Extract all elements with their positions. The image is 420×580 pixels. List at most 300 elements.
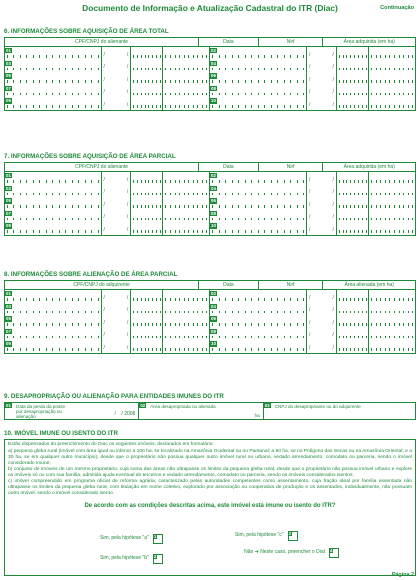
table-row (5, 172, 415, 185)
digit-ticks (339, 336, 366, 339)
area-field[interactable] (163, 85, 209, 98)
date-field[interactable]: / / (307, 340, 337, 353)
cpf-cnpj-field[interactable] (5, 97, 102, 110)
digit-ticks (133, 323, 160, 326)
option-no[interactable] (235, 548, 339, 558)
date-field[interactable]: / / (102, 340, 132, 353)
nirf-field[interactable] (337, 172, 369, 185)
row-number: 09 (6, 98, 11, 104)
digit-ticks (212, 80, 304, 83)
area-desapropriada-label: Área desapropriada ou alienada (150, 404, 216, 409)
date-field[interactable]: / / (102, 185, 132, 198)
row-number: 01 (6, 173, 11, 178)
row-number: 05 (6, 73, 11, 79)
date-field[interactable]: / / (102, 303, 132, 316)
section9-title: 9. DESAPROPRIAÇÃO OU ALIENAÇÃO PARA ENTIDADES IMUNES DO ITR (4, 393, 224, 400)
digit-ticks (7, 323, 99, 326)
digit-ticks (371, 230, 413, 233)
date-field[interactable]: / / (307, 290, 337, 303)
date-field[interactable]: / / (307, 72, 337, 85)
row-entry (210, 185, 415, 198)
cpf-cnpj-field[interactable] (210, 315, 307, 328)
nirf-field[interactable] (131, 290, 163, 303)
section9-box (4, 402, 416, 420)
section8-table (4, 280, 416, 354)
digit-ticks (7, 205, 99, 208)
digit-ticks (212, 230, 304, 233)
digit-ticks (133, 311, 160, 314)
row-entry (5, 185, 210, 198)
column-header: CPF/CNPJ do alienante (5, 38, 199, 46)
digit-ticks (165, 68, 207, 71)
digit-ticks (165, 205, 207, 208)
date-field[interactable]: / / (102, 60, 132, 73)
row-entry (210, 210, 415, 223)
nirf-field[interactable] (337, 210, 369, 223)
row-number: 08 (211, 210, 216, 216)
area-field[interactable] (163, 60, 209, 73)
section10-item-b: b) conjunto de imóveis de um mesmo proprietário, cuja soma das áreas não ultrapasse os limites da pequena gleba rural, desde que o proprietário não possua imóvel urbano e explore os imóveis só ou com sua família, admitida ajuda eventual de terceiros e vedado arrendamento, comodato ou parceria, sendo os imóveis considerados isentos; (8, 467, 412, 478)
section10-item-a: a) pequena gleba rural (imóvel com área igual ou inferior a 100 ha, se localizado na Amazônia Ocidental ou no Pantanal; a 50 ha, se no Polígono das Secas ou na Amazônia Oriental; e a 30 ha, se em qualquer outro município), desde que o proprietário não possua qualquer outro imóvel rural ou urbano, vedado arrendamento, comodato ou parceria, sendo o imóvel considerado imune; (8, 449, 412, 466)
nirf-field[interactable] (337, 197, 369, 210)
cpf-cnpj-field[interactable] (5, 60, 102, 73)
row-entry (5, 290, 210, 303)
area-field[interactable] (163, 172, 209, 185)
nirf-field[interactable] (131, 72, 163, 85)
row-entry (5, 172, 210, 185)
option-number: 1 (153, 534, 157, 539)
digit-ticks (165, 105, 207, 108)
cpf-cnpj-field[interactable] (5, 85, 102, 98)
option-b[interactable] (100, 554, 163, 564)
area-field[interactable] (369, 315, 415, 328)
digit-ticks (212, 323, 304, 326)
nirf-field[interactable] (131, 340, 163, 353)
table-row (5, 72, 415, 85)
date-field[interactable]: / / (307, 328, 337, 341)
date-field[interactable]: / / (307, 97, 337, 110)
digit-ticks (7, 230, 99, 233)
digit-ticks (212, 311, 304, 314)
row-entry (5, 72, 210, 85)
digit-ticks (7, 180, 99, 183)
row-entry (5, 222, 210, 235)
digit-ticks (165, 193, 207, 196)
digit-ticks (133, 105, 160, 108)
digit-ticks (371, 80, 413, 83)
digit-ticks (133, 193, 160, 196)
digit-ticks (133, 230, 160, 233)
nirf-field[interactable] (337, 97, 369, 110)
digit-ticks (371, 323, 413, 326)
area-field[interactable] (163, 340, 209, 353)
digit-ticks (339, 93, 366, 96)
table-row (5, 222, 415, 235)
table-row (5, 303, 415, 316)
date-field[interactable]: / / (102, 85, 132, 98)
digit-ticks (339, 68, 366, 71)
nirf-field[interactable] (337, 222, 369, 235)
area-field[interactable] (163, 290, 209, 303)
cpf-cnpj-field[interactable] (5, 290, 102, 303)
cpf-cnpj-field[interactable] (210, 60, 307, 73)
area-field[interactable] (369, 85, 415, 98)
digit-ticks (133, 93, 160, 96)
digit-ticks (133, 336, 160, 339)
option-c-checkbox[interactable] (288, 531, 298, 541)
row-number: 10 (211, 223, 216, 229)
cpf-cnpj-field[interactable] (210, 72, 307, 85)
digit-ticks (7, 193, 99, 196)
area-field[interactable] (369, 97, 415, 110)
nirf-field[interactable] (131, 222, 163, 235)
date-field[interactable]: / / (307, 47, 337, 60)
row-entry (210, 47, 415, 60)
area-field[interactable] (369, 185, 415, 198)
date-field[interactable]: / / (307, 303, 337, 316)
digit-ticks (7, 105, 99, 108)
digit-ticks (212, 55, 304, 58)
row-entry (5, 303, 210, 316)
row-number: 08 (211, 85, 216, 91)
nirf-field[interactable] (131, 185, 163, 198)
cpf-cnpj-field[interactable] (210, 47, 307, 60)
column-header: Nirf (259, 163, 324, 171)
row-number: 02 (211, 291, 216, 296)
row-number: 06 (211, 316, 216, 322)
area-field[interactable] (163, 328, 209, 341)
digit-ticks (212, 348, 304, 351)
column-header: Área adquirida (em ha) (343, 164, 395, 170)
digit-ticks (371, 105, 413, 108)
cpf-cnpj-field[interactable] (5, 185, 102, 198)
date-field[interactable]: / / (102, 72, 132, 85)
area-field[interactable] (163, 197, 209, 210)
option-c[interactable] (235, 531, 298, 541)
area-field[interactable] (369, 172, 415, 185)
table-row (5, 47, 415, 60)
row-number: 10 (211, 341, 216, 347)
row-number: 07 (6, 85, 11, 91)
nirf-field[interactable] (337, 328, 369, 341)
perda-posse-year: / / 2008 (114, 411, 136, 417)
row-number: 08 (211, 328, 216, 334)
nirf-field[interactable] (337, 85, 369, 98)
page-number: Página 2 (391, 572, 414, 578)
row-entry (5, 197, 210, 210)
area-field[interactable] (369, 72, 415, 85)
digit-ticks (371, 55, 413, 58)
cpf-cnpj-field[interactable] (5, 47, 102, 60)
date-field[interactable]: / / (307, 85, 337, 98)
column-header: Área alienada (em ha) (344, 282, 394, 288)
cpf-cnpj-field[interactable] (210, 340, 307, 353)
digit-ticks (7, 336, 99, 339)
table-header (5, 281, 415, 290)
area-field[interactable] (163, 97, 209, 110)
row-entry (5, 315, 210, 328)
cpf-cnpj-field[interactable] (5, 340, 102, 353)
section10-item-c: c) imóvel compreendido em programa oficial de reforma agrária, caracterizado pelas autoridades competentes como assentamento, cuja fração ideal por família assentada não ultrapasse os limites da pequena gleba rural, com titulação em nome coletivo, explorado por associação ou cooperativa de produção e os assentados, individualmente, não possuam outro imóvel, sendo o imóvel considerado isento. (8, 479, 412, 496)
table-row (5, 315, 415, 328)
cnpj-desapropriante-label: CNPJ do desapropriante ou do adquirente (274, 404, 361, 409)
digit-ticks (165, 230, 207, 233)
column-header: Nirf (259, 281, 324, 289)
nirf-field[interactable] (131, 47, 163, 60)
option-a[interactable] (100, 534, 163, 544)
area-field[interactable] (369, 303, 415, 316)
row-number: 01 (6, 291, 11, 296)
option-a-label: Sim, pela hipótese "a" (100, 535, 149, 542)
row-entry (210, 303, 415, 316)
section6-title: 6. INFORMAÇÕES SOBRE AQUISIÇÃO DE ÁREA TOTAL (4, 28, 169, 35)
area-field[interactable] (163, 222, 209, 235)
digit-ticks (371, 68, 413, 71)
digit-ticks (165, 93, 207, 96)
section10-title: 10. IMÓVEL IMUNE OU ISENTO DO ITR (4, 430, 118, 437)
area-field[interactable] (369, 60, 415, 73)
digit-ticks (371, 336, 413, 339)
digit-ticks (212, 68, 304, 71)
row-entry (5, 97, 210, 110)
row-number: 01 (6, 48, 11, 53)
digit-ticks (165, 55, 207, 58)
column-header: Data (199, 281, 259, 289)
digit-ticks (212, 218, 304, 221)
area-field[interactable] (369, 340, 415, 353)
digit-ticks (133, 348, 160, 351)
cpf-cnpj-field[interactable] (210, 197, 307, 210)
area-field[interactable] (369, 210, 415, 223)
date-field[interactable]: / / (102, 172, 132, 185)
row-number: 10 (211, 98, 216, 104)
nirf-field[interactable] (131, 197, 163, 210)
date-field[interactable]: / / (307, 210, 337, 223)
area-field[interactable] (163, 315, 209, 328)
column-header: Área adquirida (em ha) (343, 39, 395, 45)
cpf-cnpj-field[interactable] (5, 197, 102, 210)
cpf-cnpj-field[interactable] (210, 210, 307, 223)
digit-ticks (371, 311, 413, 314)
date-field[interactable]: / / (307, 60, 337, 73)
nirf-field[interactable] (131, 97, 163, 110)
digit-ticks (165, 218, 207, 221)
row-entry (210, 340, 415, 353)
row-number: 09 (6, 341, 11, 347)
date-field[interactable]: / / (307, 222, 337, 235)
section7-title: 7. INFORMAÇÕES SOBRE AQUISIÇÃO DE ÁREA PARCIAL (4, 153, 176, 160)
date-field[interactable]: / / (102, 197, 132, 210)
nirf-field[interactable] (131, 328, 163, 341)
cpf-cnpj-field[interactable] (210, 303, 307, 316)
row-number: 05 (6, 316, 11, 322)
nirf-field[interactable] (131, 210, 163, 223)
row-number: 04 (211, 60, 216, 66)
area-field[interactable] (369, 328, 415, 341)
table-header (5, 163, 415, 172)
digit-ticks (339, 205, 366, 208)
cpf-cnpj-field[interactable] (5, 315, 102, 328)
row-number: 07 (6, 210, 11, 216)
digit-ticks (339, 105, 366, 108)
table-row (5, 197, 415, 210)
date-field[interactable]: / / (307, 172, 337, 185)
digit-ticks (371, 205, 413, 208)
area-field[interactable] (369, 47, 415, 60)
digit-ticks (165, 348, 207, 351)
row-entry (5, 340, 210, 353)
section8-title: 8. INFORMAÇÕES SOBRE ALIENAÇÃO DE ÁREA PARCIAL (4, 271, 178, 278)
digit-ticks (165, 323, 207, 326)
row-number: 09 (6, 223, 11, 229)
perda-posse-field[interactable] (5, 403, 139, 419)
nirf-field[interactable] (131, 172, 163, 185)
digit-ticks (371, 298, 413, 301)
cpf-cnpj-field[interactable] (5, 222, 102, 235)
perda-posse-label: Data da perda da posse por desapropriação ou alienação (16, 404, 66, 419)
digit-ticks (212, 193, 304, 196)
continuation-label: Continuação (380, 5, 414, 11)
digit-ticks (165, 180, 207, 183)
cpf-cnpj-field[interactable] (5, 210, 102, 223)
cpf-cnpj-field[interactable] (5, 72, 102, 85)
cpf-cnpj-field[interactable] (210, 172, 307, 185)
digit-ticks (165, 298, 207, 301)
row-number: 04 (211, 185, 216, 191)
cpf-cnpj-field[interactable] (210, 290, 307, 303)
date-field[interactable]: / / (102, 315, 132, 328)
nirf-field[interactable] (337, 185, 369, 198)
nirf-field[interactable] (337, 303, 369, 316)
column-header: CPF/CNPJ do alienante (5, 163, 199, 171)
cnpj-desapropriante-field[interactable] (264, 403, 415, 419)
nirf-field[interactable] (337, 340, 369, 353)
digit-ticks (339, 55, 366, 58)
area-field[interactable] (163, 47, 209, 60)
cpf-cnpj-field[interactable] (5, 303, 102, 316)
column-header: Data (199, 38, 259, 46)
date-field[interactable]: / / (102, 47, 132, 60)
nirf-field[interactable] (337, 315, 369, 328)
row-entry (5, 328, 210, 341)
digit-ticks (7, 348, 99, 351)
option-number: 4 (330, 548, 333, 553)
digit-ticks (339, 311, 366, 314)
cpf-cnpj-field[interactable] (210, 222, 307, 235)
nirf-field[interactable] (337, 47, 369, 60)
table-row (5, 290, 415, 303)
digit-ticks (165, 336, 207, 339)
table-row (5, 210, 415, 223)
nirf-field[interactable] (131, 60, 163, 73)
cpf-cnpj-field[interactable] (5, 328, 102, 341)
digit-ticks (212, 93, 304, 96)
digit-ticks (212, 180, 304, 183)
row-entry (5, 85, 210, 98)
column-header: Nirf (259, 38, 324, 46)
digit-ticks (133, 298, 160, 301)
row-number: 03 (6, 60, 11, 66)
area-field[interactable] (163, 72, 209, 85)
option-number: 2 (153, 554, 157, 559)
area-field[interactable] (163, 185, 209, 198)
date-field[interactable]: / / (102, 328, 132, 341)
date-field[interactable]: / / (307, 315, 337, 328)
nirf-field[interactable] (131, 85, 163, 98)
area-field[interactable] (369, 290, 415, 303)
cpf-cnpj-field[interactable] (210, 328, 307, 341)
nirf-field[interactable] (337, 290, 369, 303)
row-entry (210, 97, 415, 110)
cpf-cnpj-field[interactable] (5, 172, 102, 185)
option-number: 3 (288, 531, 292, 536)
row-entry (5, 47, 210, 60)
digit-ticks (7, 298, 99, 301)
option-b-checkbox[interactable] (153, 554, 163, 564)
digit-ticks (7, 311, 99, 314)
table-row (5, 185, 415, 198)
area-field[interactable] (163, 303, 209, 316)
cpf-cnpj-field[interactable] (210, 97, 307, 110)
nirf-field[interactable] (337, 72, 369, 85)
row-number: 06 (211, 198, 216, 204)
area-field[interactable] (369, 197, 415, 210)
row-number: 03 (6, 303, 11, 309)
date-field[interactable]: / / (102, 222, 132, 235)
digit-ticks (339, 230, 366, 233)
area-field[interactable] (369, 222, 415, 235)
date-field[interactable]: / / (307, 185, 337, 198)
row-number: 05 (6, 198, 11, 204)
option-c-label: Sim, pela hipótese "c" (235, 532, 284, 539)
digit-ticks (133, 68, 160, 71)
cpf-cnpj-field[interactable] (210, 85, 307, 98)
area-field[interactable] (163, 210, 209, 223)
digit-ticks (371, 193, 413, 196)
date-field[interactable]: / / (102, 97, 132, 110)
digit-ticks (165, 80, 207, 83)
row-number: 04 (211, 303, 216, 309)
digit-ticks (371, 93, 413, 96)
date-field[interactable]: / / (307, 197, 337, 210)
table-header (5, 38, 415, 47)
date-field[interactable]: / / (102, 210, 132, 223)
option-no-checkbox[interactable] (329, 548, 339, 558)
row-entry (210, 172, 415, 185)
digit-ticks (339, 193, 366, 196)
digit-ticks (339, 218, 366, 221)
table-row (5, 60, 415, 73)
nirf-field[interactable] (131, 303, 163, 316)
nirf-field[interactable] (337, 60, 369, 73)
field-number: 03 (264, 403, 270, 408)
nirf-field[interactable] (131, 315, 163, 328)
digit-ticks (133, 55, 160, 58)
cpf-cnpj-field[interactable] (210, 185, 307, 198)
table-row (5, 328, 415, 341)
row-number: 02 (211, 48, 216, 53)
digit-ticks (371, 180, 413, 183)
digit-ticks (212, 205, 304, 208)
area-desapropriada-field[interactable] (139, 403, 263, 419)
section10-question: De acordo com as condições descritas acima, este imóvel está imune ou isento do ITR? (84, 503, 336, 509)
section6-table (4, 37, 416, 111)
option-a-checkbox[interactable] (153, 534, 163, 544)
date-field[interactable]: / / (102, 290, 132, 303)
column-header: CPF/CNPJ do adquirente (5, 281, 199, 289)
row-number: 03 (6, 185, 11, 191)
digit-ticks (339, 298, 366, 301)
